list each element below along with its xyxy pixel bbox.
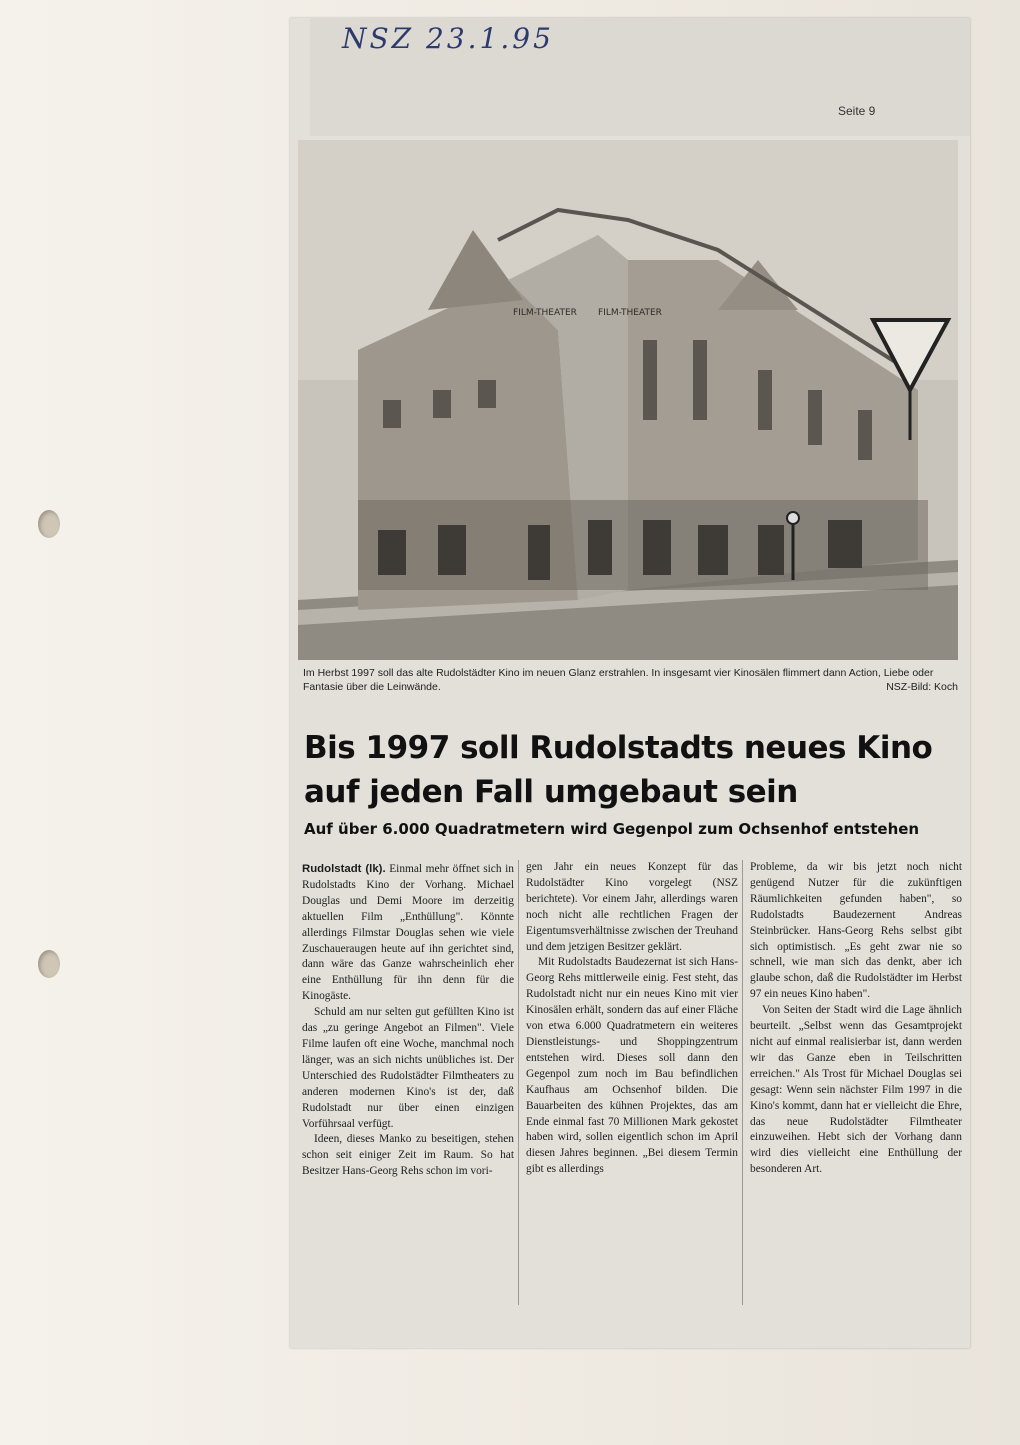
cinema-photo — [298, 140, 958, 660]
page-reference: Seite 9 — [838, 104, 876, 118]
paragraph: Schuld am nur selten gut gefüllten Kino ist das „zu geringe Angebot an Filmen". Viele Filme laufen oft eine Woche, manchmal noch länger, was an sich nichts unübliches ist. Der Unterschied des Rudolstädter Filmtheaters zu anderen modernen Kino's ist der, daß Rudolstadt nur über einen einzigen Vorführsaal verfügt. — [302, 1006, 514, 1130]
article-column-1 — [302, 862, 514, 1180]
paragraph: Ideen, dieses Manko zu beseitigen, stehen schon seit einiger Zeit im Raum. So hat Besitzer Hans-Georg Rehs schon im vori- — [302, 1133, 514, 1178]
article-headline — [304, 726, 964, 814]
paragraph: Von Seiten der Stadt wird die Lage ähnlich beurteilt. „Selbst wenn das Gesamtprojekt nicht auf einmal realisierbar ist, dann werden wir das Ganze eben in Teilschritten erreichen." Als Trost für Michael Douglas sei gesagt: Wenn sein nächster Film 1997 in die Kino's kommt, dann hat er vielleicht die Ehre, das neue Rudolstädter Filmtheater einzuweihen. Hebt sich der Vorhang dann wird dies vielleicht eine Enthüllung der besonderen Art. — [750, 1004, 962, 1176]
column-divider — [518, 860, 519, 1305]
photo-credit: NSZ-Bild: Koch — [886, 681, 958, 693]
headline-line-1: Bis 1997 soll Rudolstadts neues Kino — [304, 730, 933, 766]
punch-hole — [38, 510, 60, 538]
photo-sign-top: FILM-THEATER — [513, 308, 577, 318]
paragraph: Probleme, da wir bis jetzt noch nicht genügend Nutzer für die zukünftigen Räumlichkeiten gefunden haben", so Rudolstadts Baudezernent Andreas Steinbrücker. Hans-Georg Rehs selbst gibt sich optimistisch. „Es geht zwar nie so schnell, wie man sich das denkt, aber ich glaube schon, daß die Rudolstädter im Herbst 97 ein neues Kino haben". — [750, 861, 962, 1001]
article-column-2 — [526, 860, 738, 1178]
photo-sign-side: FILM-THEATER — [598, 308, 662, 318]
photo-caption — [303, 666, 958, 694]
punch-hole — [38, 950, 60, 978]
paragraph — [302, 862, 514, 1005]
handwritten-date-note: NSZ 23.1.95 — [342, 22, 554, 55]
article-column-3 — [750, 860, 962, 1178]
article-subheadline: Auf über 6.000 Quadratmetern wird Gegenpol zum Ochsenhof entstehen — [304, 820, 920, 838]
dateline: Rudolstadt (lk). — [302, 863, 386, 875]
paragraph-text: Einmal mehr öffnet sich in Rudolstadts Kino der Vorhang. Michael Douglas und Demi Moore im derzeitig aktuellen Film „Enthüllung". Könnte allerdings Filmstar Douglas sehen wie viele Zuschaueraugen heute auf ihn gerichtet sind, dann wäre das Ganze wahrscheinlich eher eine Enthüllung für ihn denn für die Kinogäste. — [302, 863, 514, 1003]
paragraph: Mit Rudolstadts Baudezernat ist sich Hans-Georg Rehs mittlerweile einig. Fest steht, das Rudolstadt nicht nur ein neues Kino mit vier Kinosälen erhält, sondern das auf einer Fläche von etwa 6.000 Quadratmetern ein weiteres Dienstleistungs- und Shoppingzentrum entstehen wird. Dieses soll dann den Gegenpol zum noch im Bau befindlichen Kaufhaus am Ochsenhof bilden. Die Bauarbeiten des kühnen Projektes, das am Ende einmal fast 70 Millionen Mark gekostet haben wird, sollen eigentlich schon im April diesen Jahres beginnen. „Bei diesem Termin gibt es allerdings — [526, 956, 738, 1176]
caption-text: Im Herbst 1997 soll das alte Rudolstädter Kino im neuen Glanz erstrahlen. In insgesamt vier Kinosälen flimmert dann Action, Liebe oder Fantasie über die Leinwände. — [303, 667, 934, 693]
paragraph: gen Jahr ein neues Konzept für das Rudolstädter Kino vorgelegt (NSZ berichtete). Vor einem Jahr, allerdings waren noch nicht alle rechtlichen Fragen der Eigentumsverhältnisse zwischen der Treuhand und dem jetzigen Besitzer geklärt. — [526, 861, 738, 953]
column-divider — [742, 860, 743, 1305]
headline-line-2: auf jeden Fall umgebaut sein — [304, 774, 798, 810]
